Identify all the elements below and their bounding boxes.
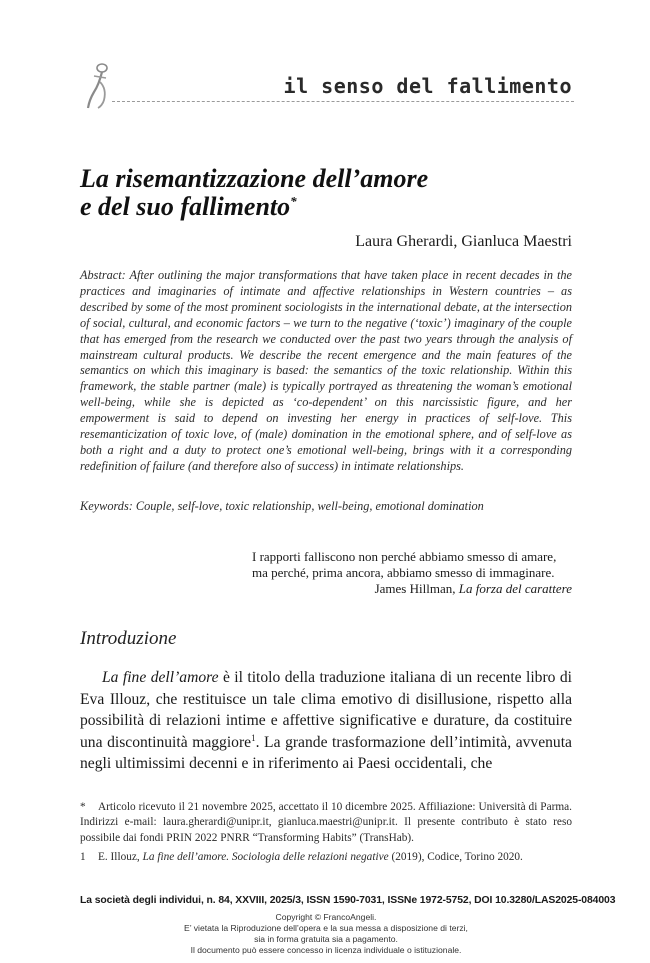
notice-line2: sia in forma gratuita sia a pagamento. [254,934,398,944]
intro-paragraph [80,667,572,775]
footnote-1-mark: 1 [80,851,86,864]
epigraph-line1: I rapporti falliscono non perché abbiamo smesso di amare, [252,549,557,564]
article-title-line1: La risemantizzazione dell’amore [80,164,429,193]
copyright-notice [80,912,572,956]
epigraph-line2: ma perché, prima ancora, abbiamo smesso di immaginare. [252,565,555,580]
article-authors: Laura Gherardi, Gianluca Maestri [355,233,572,250]
title-footnote-mark: * [290,193,297,209]
footnote-1 [80,850,572,865]
section-heading: Introduzione [80,628,177,649]
intro-text-part2: . La grande trasformazione dell’intimità, avvenuta negli ultimissimi decenni e in riferimento ai Paesi occidentali, che [80,733,572,772]
header-divider [112,101,574,102]
intro-text-part1: è il titolo della traduzione italiana di un recente libro di Eva Illouz, che restituisce un tale clima emotivo di disillusione, rispetto alla possibilità di relazioni intime e affettive significative e durature, da costituire una discontinuità maggiore [80,669,572,751]
footnote-1-title: La fine dell’amore. Sociologia delle relazioni negative [142,851,389,864]
epigraph-attribution [252,581,572,597]
journal-citation: La società degli individui, n. 84, XXVIII, 2025/3, ISSN 1590-7031, ISSNe 1972-5752, DOI 10.3280/LAS2025-084003 [80,895,616,906]
footnote-star-mark: * [80,801,86,813]
article-title [80,165,580,221]
journal-logo-figure [86,62,120,110]
footnote-star [80,800,572,846]
running-header-title: il senso del fallimento [283,74,572,98]
abstract: Abstract: After outlining the major transformations that have taken place in recent decades in the practices and imaginaries of intimate and affective relationships in Western countries – as described by some of the most prominent sociologists in the international debate, at the intersection of social, cultural, and economic factors – we turn to the negative (‘toxic’) imaginary of the couple that has emerged from the research we conducted over the past two years through the analysis of mainstream cultural products. We describe the recent emergence and the main features of the semantics on which this imaginary is based: the semantics of the toxic relationship. Within this framework, the stable partner (male) is typically portrayed as threatening the woman’s emotional well-being, while she is depicted as ‘co-dependent’ on this narcissistic figure, and her empowerment is said to depend on investing her energy in practices of self-love. This resemanticization of toxic love, of (male) domination in the emotional sphere, and of self-love as both a right and a duty to protect one’s emotional well-being, brings with it a corresponding redefinition of failure (and therefore also of success) in intimate relationships. [80,268,572,473]
intro-book-title: La fine dell’amore [102,669,219,686]
notice-line3: Il documento può essere concesso in licenza individuale o istituzionale. [190,945,462,955]
copyright-line: Copyright © FrancoAngeli. [275,912,377,922]
article-title-line2: e del suo fallimento [80,192,291,221]
epigraph [252,549,572,597]
footnotes [80,800,572,866]
epigraph-work: La forza del carattere [458,581,572,596]
footnote-star-text: Articolo ricevuto il 21 novembre 2025, accettato il 10 dicembre 2025. Affiliazione: Università di Parma. Indirizzi e-mail: laura.gherardi@unipr.it, gianluca.maestri@unipr.it. Il presente contributo è stato reso possibile dai fondi PRIN 2022 PNRR “Transforming Habits” (TransHab). [80,801,572,844]
epigraph-author: James Hillman, [374,581,456,596]
notice-line1: E’ vietata la Riproduzione dell’opera e la sua messa a disposizione di terzi, [184,923,468,933]
footnote-1-post: (2019), Codice, Torino 2020. [388,851,523,864]
keywords: Keywords: Couple, self-love, toxic relationship, well-being, emotional domination [80,499,484,513]
footnote-ref-1: 1 [251,732,256,743]
footnote-1-pre: E. Illouz, [98,851,143,864]
